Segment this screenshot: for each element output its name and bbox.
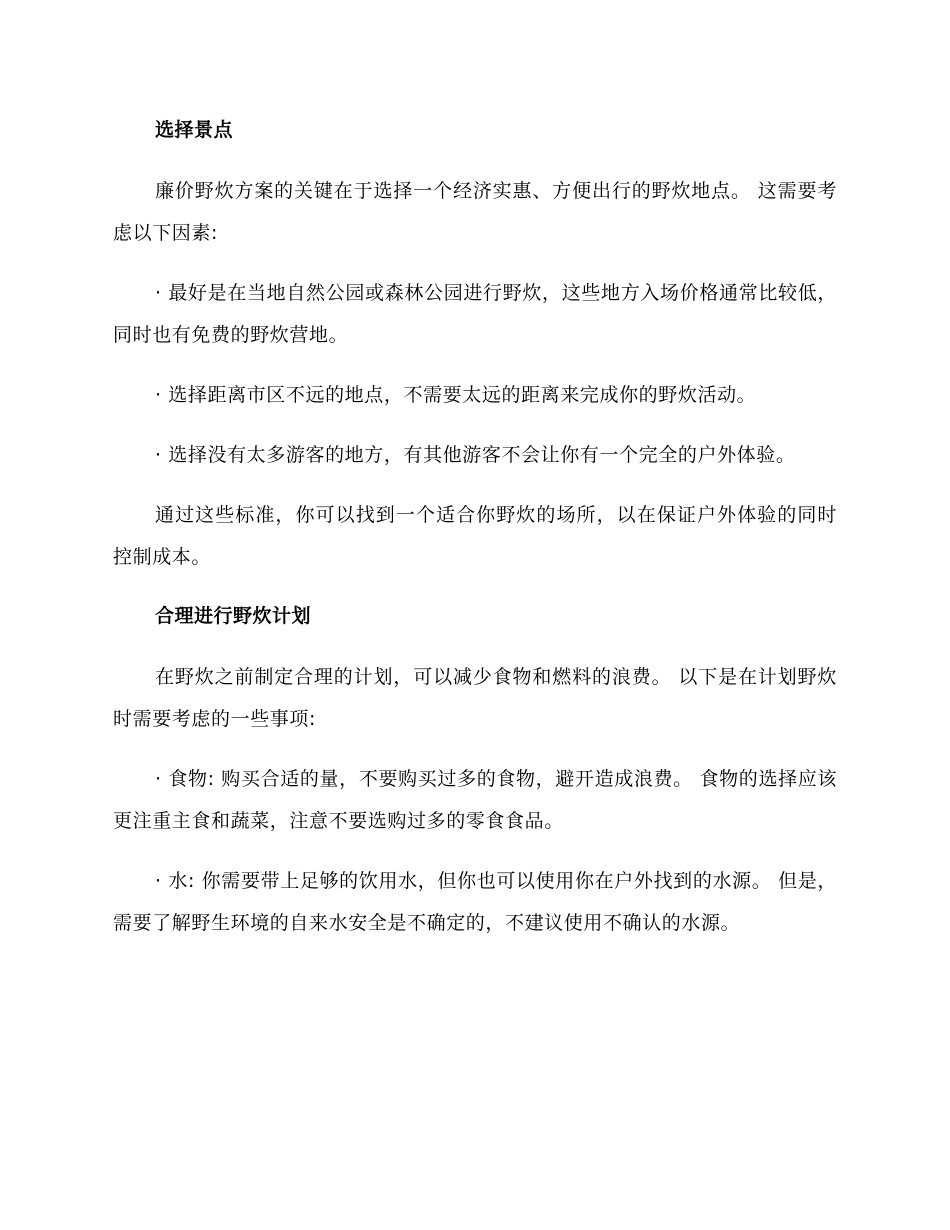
- section-intro-paragraph: 廉价野炊方案的关键在于选择一个经济实惠、方便出行的野炊地点。 这需要考虑以下因素:: [113, 180, 837, 244]
- section-conclusion-paragraph: 通过这些标准，你可以找到一个适合你野炊的场所，以在保证户外体验的同时控制成本。: [113, 504, 837, 568]
- section-intro-paragraph: 在野炊之前制定合理的计划，可以减少食物和燃料的浪费。 以下是在计划野炊时需要考虑的一些事项:: [113, 666, 837, 730]
- bullet-item: · 食物: 购买合适的量，不要购买过多的食物，避开造成浪费。 食物的选择应该更注重主食和蔬菜，注意不要选购过多的零食食品。: [113, 768, 837, 832]
- bullet-item: · 水: 你需要带上足够的饮用水，但你也可以使用你在户外找到的水源。 但是，需要了解野生环境的自来水安全是不确定的，不建议使用不确认的水源。: [113, 870, 837, 934]
- section-heading-scenic-spot: 选择景点: [155, 119, 234, 141]
- section-heading-picnic-plan: 合理进行野炊计划: [155, 605, 312, 627]
- bullet-item: · 选择距离市区不远的地点，不需要太远的距离来完成你的野炊活动。: [155, 384, 757, 406]
- bullet-item: · 最好是在当地自然公园或森林公园进行野炊，这些地方入场价格通常比较低，同时也有免费的野炊营地。: [113, 282, 837, 346]
- document-body: [113, 110, 837, 962]
- bullet-item: · 选择没有太多游客的地方，有其他游客不会让你有一个完全的户外体验。: [155, 444, 796, 466]
